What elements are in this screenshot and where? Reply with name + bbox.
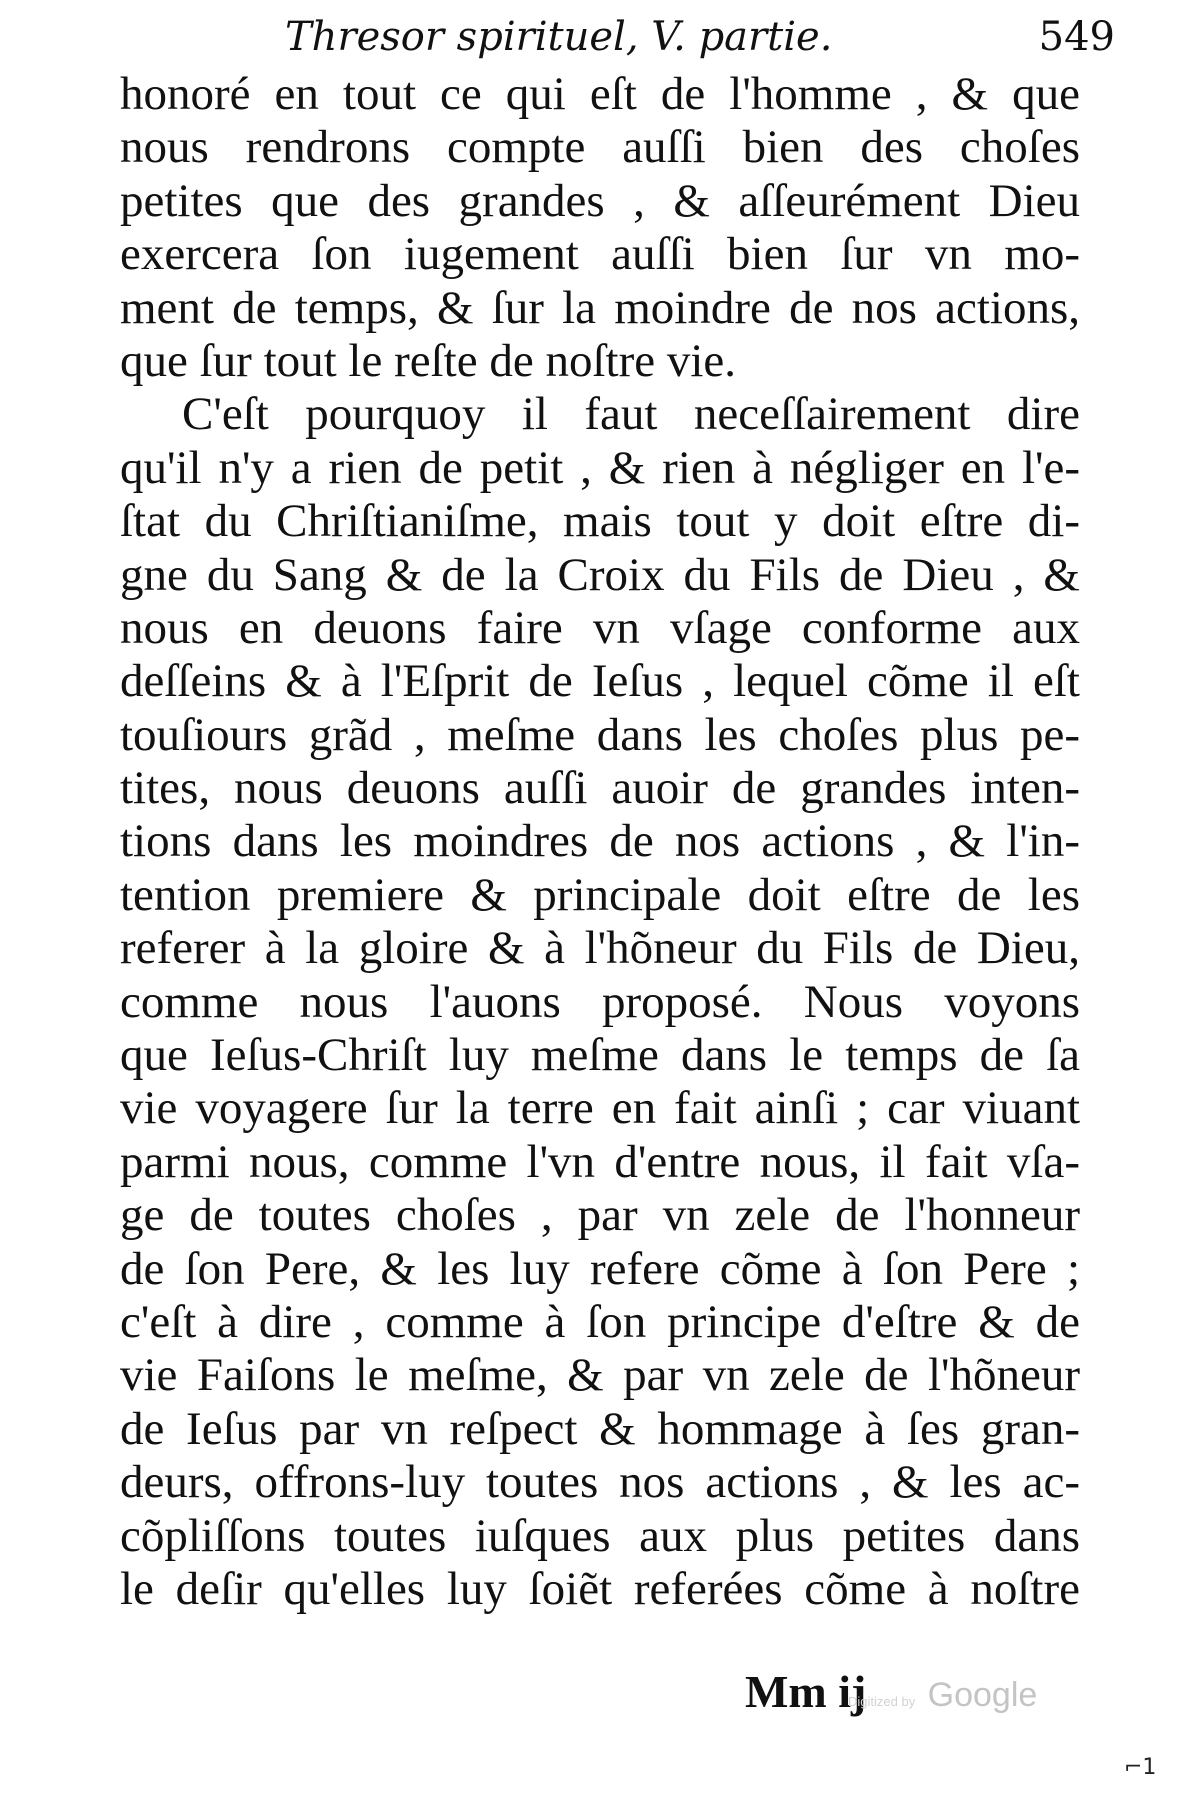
text-line: vie Faiſons le meſme, & par vn zele de l'hõneur: [120, 1349, 1080, 1402]
text-line: deſſeins & à l'Eſprit de Ieſus , lequel cõme il eſt: [120, 655, 1080, 708]
text-line: de ſon Pere, & les luy refere cõme à ſon Pere ;: [120, 1242, 1080, 1295]
body-text: [120, 68, 1080, 1616]
watermark-text: Google: [927, 1676, 1038, 1714]
text-line: exercera ſon iugement auſſi bien ſur vn mo-: [120, 228, 1080, 281]
text-line: de Ieſus par vn reſpect & hommage à ſes gran-: [120, 1402, 1080, 1455]
text-line: c'eſt à dire , comme à ſon principe d'eſtre & de: [120, 1295, 1080, 1348]
page-number: 549: [1038, 14, 1115, 60]
text-line: cõpliſſons toutes iuſques aux plus petites dans: [120, 1509, 1080, 1562]
text-line: tites, nous deuons auſſi auoir de grandes inten-: [120, 762, 1080, 815]
text-line: deurs, offrons-luy toutes nos actions , & les ac-: [120, 1456, 1080, 1509]
text-line: parmi nous, comme l'vn d'entre nous, il fait vſa-: [120, 1135, 1080, 1188]
text-line: honoré en tout ce qui eſt de l'homme , & que: [120, 68, 1080, 120]
text-line: ſtat du Chriſtianiſme, mais tout y doit eſtre di-: [120, 495, 1080, 548]
google-watermark: [848, 1676, 1037, 1715]
text-line: ment de temps, & ſur la moindre de nos actions,: [120, 281, 1080, 334]
watermark-prefix: Digitized by: [848, 1694, 916, 1709]
text-line: nous en deuons faire vn vſage conforme aux: [120, 601, 1080, 654]
signature-mark: Mm ij: [745, 1666, 867, 1717]
text-line: le deſir qu'elles luy ſoiẽt referées cõme à noſtre: [120, 1562, 1080, 1615]
running-head: [285, 14, 1115, 70]
running-head-title: Thresor spirituel, V. partie.: [285, 14, 833, 60]
text-line: que ſur tout le reſte de noſtre vie.: [120, 334, 737, 387]
text-line: vie voyagere ſur la terre en fait ainſi ; car viuant: [120, 1082, 1080, 1135]
text-line: referer à la gloire & à l'hõneur du Fils de Dieu,: [120, 922, 1080, 975]
text-line: gne du Sang & de la Croix du Fils de Dieu , &: [120, 548, 1080, 601]
text-line: petites que des grandes , & aſſeurément Dieu: [120, 174, 1080, 227]
text-line: que Ieſus-Chriſt luy meſme dans le temps de ſa: [120, 1029, 1080, 1082]
corner-mark: ⌐1: [1124, 1755, 1157, 1780]
text-line: tions dans les moindres de nos actions , & l'in-: [120, 815, 1080, 868]
text-line: tention premiere & principale doit eſtre de les: [120, 868, 1080, 921]
text-line: C'eſt pourquoy il faut neceſſairement dire: [182, 388, 1080, 441]
text-line: nous rendrons compte auſſi bien des choſes: [120, 121, 1080, 174]
text-line: touſiours grãd , meſme dans les choſes plus pe-: [120, 708, 1080, 761]
text-line: ge de toutes choſes , par vn zele de l'honneur: [120, 1189, 1080, 1242]
text-line: qu'il n'y a rien de petit , & rien à négliger en l'e-: [120, 441, 1080, 494]
text-line: comme nous l'auons proposé. Nous voyons: [120, 975, 1080, 1028]
